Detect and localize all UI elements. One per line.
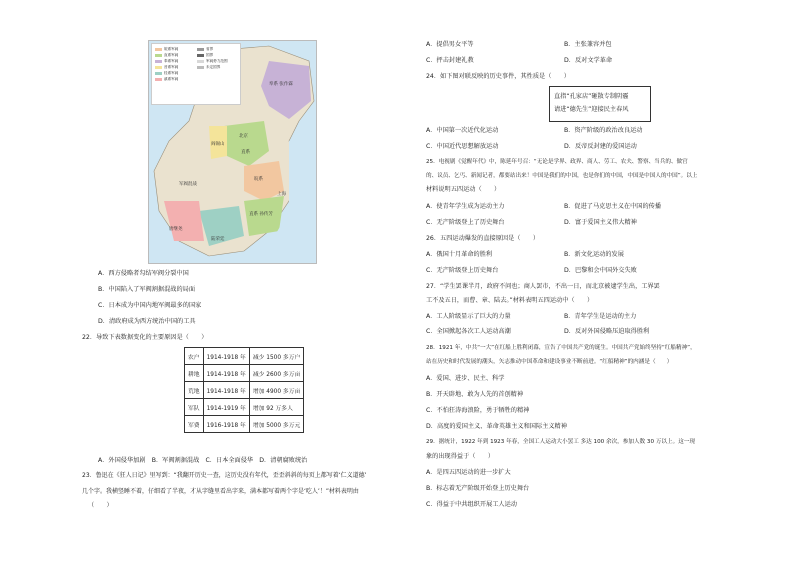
legend-swatch bbox=[155, 48, 162, 51]
q28-option-d[interactable]: D．高度的爱国主义、革命英雄主义和国际主义精神 bbox=[426, 423, 567, 430]
q25-option-b[interactable]: B．促进了马克思主义在中国的传播 bbox=[564, 203, 662, 210]
legend-item bbox=[155, 53, 178, 58]
map-label: 皖系 bbox=[254, 177, 263, 182]
table-cell: 荒地 bbox=[185, 382, 204, 399]
q26-option-b[interactable]: B．新文化运动的发展 bbox=[564, 251, 624, 258]
q21-option-c[interactable]: C．日本成为中国内地军阀最多的国家 bbox=[98, 302, 202, 309]
legend-swatch bbox=[197, 54, 204, 57]
q23-option-d[interactable]: D．反对文学革命 bbox=[564, 57, 613, 64]
q29-line-2: 象的出现得益于（ ） bbox=[426, 453, 495, 460]
table-row bbox=[185, 399, 304, 416]
legend-swatch bbox=[155, 66, 162, 69]
table-cell: 减少 2600 多万亩 bbox=[249, 365, 303, 382]
table-cell: 减少 1500 多万户 bbox=[249, 348, 303, 365]
legend-item bbox=[197, 59, 228, 64]
map-label: 陆荣廷 bbox=[211, 237, 225, 242]
q27-option-c[interactable]: C．全国掀起各次工人运动高潮 bbox=[426, 328, 511, 335]
table-row bbox=[185, 416, 304, 433]
legend-label: 皖系军阀 bbox=[164, 47, 179, 51]
table-cell: 农户 bbox=[185, 348, 204, 365]
table-cell: 1914-1918 年 bbox=[203, 348, 249, 365]
q29-line-1: 29．据统计，1922 年到 1923 年春，全国工人运动大小罢工 多达 100 余次，参加人数 30 万以上。这一现 bbox=[426, 439, 695, 445]
map-label: 北京 bbox=[239, 134, 248, 139]
q29-option-c[interactable]: C．得益于中共组织开展工人运动 bbox=[426, 501, 517, 508]
couplet-box bbox=[549, 86, 651, 122]
q28-option-b[interactable]: B．开天辟地、敢为人先的首创精神 bbox=[426, 391, 524, 398]
q25-option-d[interactable]: D．富于爱国主义伟大精神 bbox=[564, 219, 637, 226]
map-label: 阎锡山 bbox=[211, 142, 225, 147]
q23-line-3: （ ） bbox=[88, 502, 113, 509]
q25-option-c[interactable]: C．无产阶级登上了历史舞台 bbox=[426, 219, 505, 226]
q23-option-b[interactable]: B．主张兼容并包 bbox=[564, 41, 612, 48]
q26-option-d[interactable]: D．巴黎和会中国外交失败 bbox=[564, 267, 637, 274]
q25-option-a[interactable]: A．使青年学生成为运动主力 bbox=[426, 203, 505, 210]
legend-swatch bbox=[155, 72, 162, 75]
q21-option-b[interactable]: B．中国陷入了军阀割据混战的局面 bbox=[98, 286, 196, 293]
legend-label: 晋系军阀 bbox=[164, 65, 179, 69]
map-label: 上海 bbox=[277, 192, 286, 197]
q29-option-a[interactable]: A．是四五四运动的进一步扩大 bbox=[426, 469, 511, 476]
legend-item bbox=[197, 65, 220, 70]
legend-item bbox=[155, 47, 178, 52]
map-label: 军阀混战 bbox=[179, 182, 197, 187]
q28-line-1: 28．1921 年，中共“一大”在红船上胜利闭幕，宣告了中国共产党的诞生。中国共产党始终坚持“红船精神”， bbox=[426, 345, 696, 351]
q21-option-a[interactable]: A．西方侵略者勾结军阀分裂中国 bbox=[98, 270, 189, 277]
map-legend bbox=[151, 43, 241, 105]
q24-option-c[interactable]: C．中国近代思想解放运动 bbox=[426, 143, 499, 150]
q25-line-1: 25．电视剧《觉醒年代》中，陈延年号召：“无论是学界、政界、商人、劳工、农夫、警察、当兵的、做官 bbox=[426, 159, 688, 165]
legend-item bbox=[197, 47, 213, 52]
map-label: 奉系 张作霖 bbox=[269, 82, 293, 87]
legend-label: 军阀势力范围 bbox=[206, 59, 228, 63]
q28-option-a[interactable]: A．爱国、进步、民主、科学 bbox=[426, 375, 505, 382]
region-yunnan bbox=[164, 201, 204, 241]
table-cell: 1916-1918 年 bbox=[203, 416, 249, 433]
q26-option-c[interactable]: C．无产阶级登上历史舞台 bbox=[426, 267, 499, 274]
legend-label: 国界 bbox=[206, 53, 214, 57]
legend-label: 未定国界 bbox=[206, 65, 221, 69]
legend-label: 奉系军阀 bbox=[164, 59, 179, 63]
legend-swatch bbox=[155, 54, 162, 57]
legend-item bbox=[155, 59, 178, 64]
legend-item bbox=[155, 65, 178, 70]
table-cell: 军费 bbox=[185, 416, 204, 433]
legend-item bbox=[155, 77, 178, 82]
q29-option-b[interactable]: B．标志着无产阶级开始登上历史舞台 bbox=[426, 485, 530, 492]
q23-line-2: 几个字。我横竖睡不着，仔细看了半夜，才从字缝里看出字来，满本都写着两个字是‘吃人’！”材料表明由 bbox=[82, 488, 359, 495]
legend-label: 滇系军阀 bbox=[164, 77, 179, 81]
q23-option-c[interactable]: C．抨击封建礼教 bbox=[426, 57, 474, 64]
q27-line-1: 27．“学生罢课半月，政府不问也；商人罢市，不出一日，而北京被逮学生出，工界罢 bbox=[426, 283, 660, 290]
warlord-map bbox=[148, 40, 317, 264]
legend-swatch bbox=[155, 60, 162, 63]
couplet-line-2: 请进“德先生”迎接民主春风 bbox=[554, 106, 629, 113]
map-label: 直系 孙传芳 bbox=[249, 212, 273, 217]
table-row bbox=[185, 365, 304, 382]
q25-line-2: 的、议员、乞丐、新闻记者，都要站出来！中国是我们的中国，也是你们的中国，中国是中国人的中国”。以上 bbox=[426, 173, 698, 179]
legend-swatch bbox=[197, 60, 204, 63]
table-cell: 1914-1918 年 bbox=[203, 365, 249, 382]
q21-option-d[interactable]: D．清政府成为西方统治中国的工具 bbox=[98, 318, 196, 325]
q27-option-d[interactable]: D．反对外国侵略压迫取得胜利 bbox=[564, 328, 650, 335]
table-cell: 耕地 bbox=[185, 365, 204, 382]
table-cell: 1914-1918 年 bbox=[203, 382, 249, 399]
q22-stem: 22．导致下表数据变化的主要原因是（ ） bbox=[82, 334, 208, 341]
q23-line-1: 23．鲁迅在《狂人日记》里写到：“我翻开历史一查，这历史没有年代，歪歪斜斜的每页上都写着‘仁义道德’ bbox=[82, 472, 367, 479]
q26-option-a[interactable]: A．俄国十月革命的胜利 bbox=[426, 251, 493, 258]
q27-option-a[interactable]: A．工人阶级显示了巨大的力量 bbox=[426, 313, 511, 320]
legend-swatch bbox=[155, 78, 162, 81]
q22-options[interactable]: A．外国侵华加剧 B．军阀割据混战 C．日本全面侵华 D．清朝腐败统治 bbox=[98, 457, 308, 464]
q27-line-2: 工不及五日，而曹、章、陆去。”材料表明五四运动中（ ） bbox=[426, 297, 594, 304]
q24-option-d[interactable]: D．反帝反封建的爱国运动 bbox=[564, 143, 637, 150]
q28-option-c[interactable]: C．不怕狂涛海浪险，勇于牺牲的精神 bbox=[426, 407, 530, 414]
table-cell: 1914-1919 年 bbox=[203, 399, 249, 416]
map-label: 唐继尧 bbox=[169, 227, 183, 232]
q23-option-a[interactable]: A．提倡男女平等 bbox=[426, 41, 474, 48]
table-cell: 增加 5000 多万元 bbox=[249, 416, 303, 433]
table-row bbox=[185, 382, 304, 399]
q24-stem: 24．如下图对联反映的历史事件，其性质是（ ） bbox=[426, 73, 570, 80]
legend-swatch bbox=[197, 48, 204, 51]
q27-option-b[interactable]: B．青年学生是运动的主力 bbox=[564, 313, 637, 320]
legend-item bbox=[197, 53, 213, 58]
q28-line-2: 站在历史和时代发展的潮头，矢志推动中国革命和建设事业不断前进。“红船精神”的内涵是（ ） bbox=[426, 359, 673, 365]
table-cell: 增加 4900 多万亩 bbox=[249, 382, 303, 399]
q26-stem: 26．五四运动爆发的直接原因是（ ） bbox=[426, 235, 540, 242]
legend-swatch bbox=[197, 66, 204, 69]
legend-item bbox=[155, 71, 178, 76]
table-cell: 增加 92 万多人 bbox=[249, 399, 303, 416]
q24-option-b[interactable]: B．资产阶级的政治改良运动 bbox=[564, 127, 643, 134]
q24-option-a[interactable]: A．中国第一次近代化运动 bbox=[426, 127, 499, 134]
table-cell: 军队 bbox=[185, 399, 204, 416]
table-row bbox=[185, 348, 304, 365]
legend-label: 省界 bbox=[206, 47, 214, 51]
couplet-line-1: 直指“孔家店”砸散专制阴霾 bbox=[554, 93, 629, 100]
data-table bbox=[184, 347, 304, 433]
legend-label: 直系军阀 bbox=[164, 53, 179, 57]
legend-label: 桂系军阀 bbox=[164, 71, 179, 75]
q25-line-3: 材料说明五四运动（ ） bbox=[426, 186, 501, 193]
map-label: 直系 bbox=[241, 150, 250, 155]
